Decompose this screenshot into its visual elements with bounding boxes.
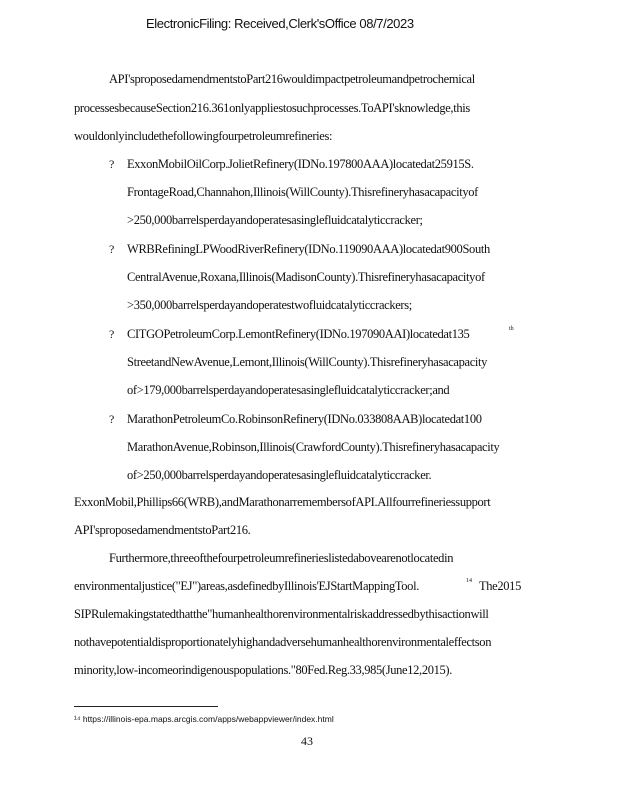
bullet-2-line-3: >350,000barrelsperdayandoperatestwofluidcatalyticcrackers; — [127, 298, 412, 312]
filing-header: ElectronicFiling: Received,Clerk'sOffice 08/7/2023 — [146, 16, 414, 31]
bullet-3-line-3: of>179,000barrelsperdayandoperatesasinglefluidcatalyticcracker;and — [127, 383, 450, 397]
paragraph-3-line-2: environmentaljustice("EJ")areas,asdefinedbyIllinois'EJStartMappingTool. — [74, 579, 419, 593]
bullet-1-line-2: FrontageRoad,Channahon,Illinois(WillCounty).Thisrefineryhasacapacityof — [127, 185, 478, 199]
paragraph-1-line-1: API'sproposedamendmentstoPart216wouldimpactpetroleumandpetrochemical — [109, 72, 475, 86]
bullet-3-superscript: th — [509, 326, 514, 332]
paragraph-3-line-1: Furthermore,threeofthefourpetroleumrefinerieslistedabovearenotlocatedin — [109, 551, 454, 565]
paragraph-1-line-3: wouldonlyincludethefollowingfourpetroleumrefineries: — [74, 129, 333, 143]
footnote-reference: 14 — [466, 578, 472, 584]
paragraph-2-line-1: ExxonMobil,Phillips66(WRB),andMarathonarremembersofAPI.Allfourrefineriessupport — [74, 495, 491, 509]
bullet-marker: ? — [109, 327, 115, 341]
page-number: 43 — [301, 734, 313, 748]
paragraph-3-line-5: minority,low-incomeorindigenouspopulations."80Fed.Reg.33,985(June12,2015). — [74, 663, 453, 677]
bullet-4-line-1: MarathonPetroleumCo.RobinsonRefinery(IDNo.033808AAB)locatedat100 — [127, 412, 482, 426]
paragraph-1-line-2: processesbecauseSection216.361onlyappliestosuchprocesses.ToAPI'sknowledge,this — [74, 101, 470, 115]
bullet-3-line-2: StreetandNewAvenue,Lemont,Illinois(WillCounty).Thisrefineryhasacapacity — [127, 355, 488, 369]
bullet-4-line-3: of>250,000barrelsperdayandoperatesasinglefluidcatalyticcracker. — [127, 468, 432, 482]
bullet-marker: ? — [109, 242, 115, 256]
bullet-2-line-1: WRBRefiningLPWoodRiverRefinery(IDNo.119090AAA)locatedat900South — [127, 242, 490, 256]
paragraph-2-line-2: API'sproposedamendmentstoPart216. — [74, 523, 251, 537]
footnote-text: ¹⁴ https://illinois-epa.maps.arcgis.com/apps/webappviewer/index.html — [74, 714, 334, 724]
bullet-marker: ? — [109, 157, 115, 171]
footnote-divider — [74, 706, 218, 707]
paragraph-3-line-3: SIPRulemakingstatedthatthe"humanhealthorenvironmentalriskaddressedbythisactionwill — [74, 607, 489, 621]
paragraph-3-line-4: nothavepotentialdisproportionatelyhighandadversehumanhealthorenvironmentaleffectson — [74, 635, 492, 649]
bullet-1-line-1: ExxonMobilOilCorp.JolietRefinery(IDNo.197800AAA)locatedat25915S. — [127, 157, 474, 171]
bullet-4-line-2: MarathonAvenue,Robinson,Illinois(CrawfordCounty).Thisrefineryhasacapacity — [127, 440, 500, 454]
paragraph-3-line-2-tail: The2015 — [479, 579, 521, 593]
bullet-3-line-1: CITGOPetroleumCorp.LemontRefinery(IDNo.197090AAI)locatedat135 — [127, 327, 470, 341]
bullet-2-line-2: CentralAvenue,Roxana,Illinois(MadisonCounty).Thisrefineryhasacapacityof — [127, 270, 485, 284]
bullet-marker: ? — [109, 412, 115, 426]
bullet-1-line-3: >250,000barrelsperdayandoperatesasinglefluidcatalyticcracker; — [127, 213, 423, 227]
